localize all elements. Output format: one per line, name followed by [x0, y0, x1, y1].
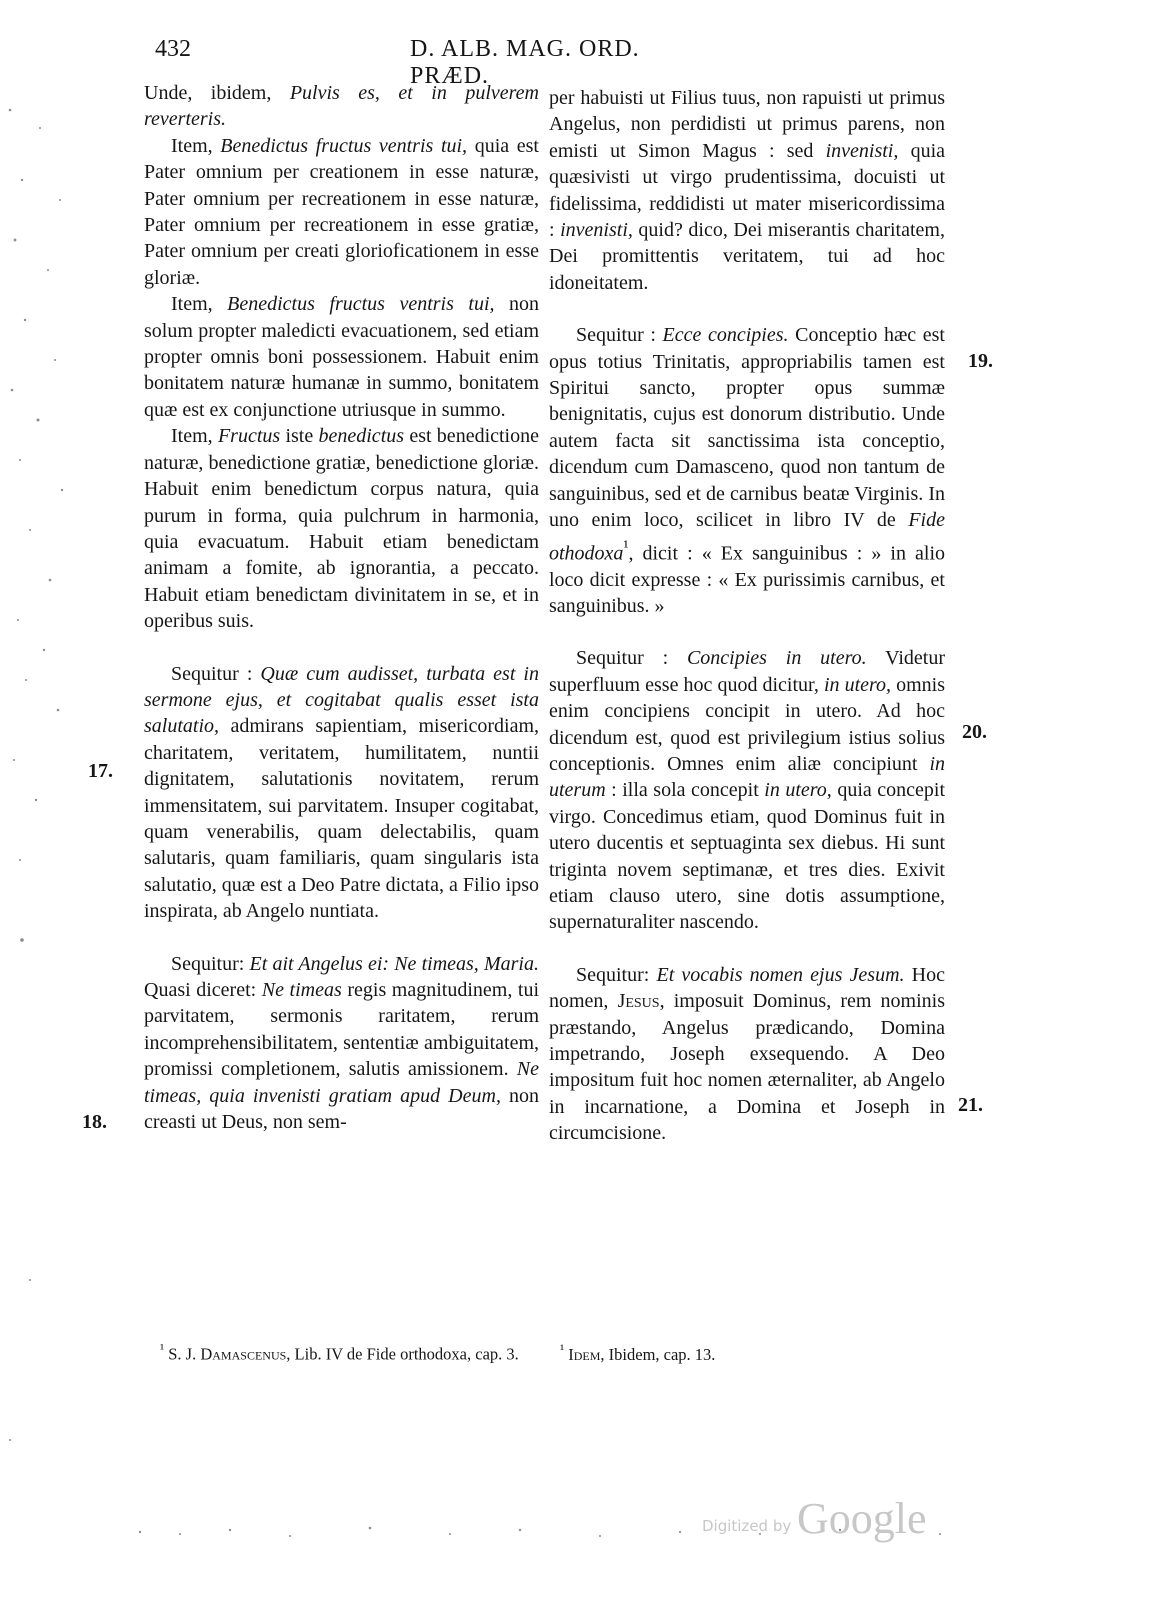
left-column [144, 80, 539, 1135]
right-paragraph-1: per habuisti ut Filius tuus, non rapuisti ut primus Angelus, non perdidisti ut primus parens, non emisti ut Simon Magus : sed invenisti, quia quæsivisti ut virgo prudentissima, docuisti ut fidelissima, reddidisti ut mater misericordissima : invenisti, quid? dico, Dei miserantis charitatem, Dei promittentis veritatem, tui ad hoc idoneitatem. [549, 87, 946, 294]
page-number: 432 [155, 36, 191, 62]
digitized-watermark [702, 1493, 962, 1553]
left-paragraph-4: Item, Fructus iste benedictus est benedictione naturæ, benedictione gratiæ, benedictione gloriæ. Habuit enim benedictum corpus natura, quia purum in forma, quia pulchrum in harmonia, quia evacuatum. Habuit etiam benedictam animam a fomite, ab ignorantia, a peccato. Habuit etiam benedictam divinitatem in se, et in operibus suis. [144, 425, 539, 633]
footnote-right: $^{^1}$ Idem, Ibidem, cap. 13. [560, 1341, 716, 1364]
right-paragraph-4: Sequitur: Et vocabis nomen ejus Jesum. Hoc nomen, Jesus, imposuit Dominus, rem nominis præstando, Angelus prædicando, Domina impetrando, Joseph exsequendo. A Deo impositum fuit hoc nomen æternaliter, ab Angelo in incarnatione, a Domina et Joseph in circumcisione. [549, 963, 945, 1145]
right-paragraph-2: Sequitur : Ecce concipies. Conceptio hæc est opus totius Trinitatis, appropriabilis tamen est Spiritui sancto, propter opus summæ benignitatis, cujus est donorum distributio. Unde autem facta sit sanctissima ista conceptio, dicendum cum Damasceno, quod non tantum de sanguinibus, sed et de carnibus beatæ Virginis. In uno enim loco, scilicet in libro IV de Fide othodoxa$^{^1}$, dicit : « Ex sanguinibus : » in alio loco dicit expresse : « Ex purissimis carnibus, et sanguinibus. » [549, 324, 945, 617]
left-paragraph-3: Item, Benedictus fructus ventris tui, non solum propter maledicti evacuationem, sed etiam propter omnis boni possessionem. Habuit enim bonitatem naturæ humanæ in summo, bonitatem quæ est ex conjunctione utriusque in summo. [144, 293, 539, 421]
left-paragraph-2: Item, Benedictus fructus ventris tui, quia est Pater omnium per creationem in esse naturæ, Pater omnium per recreationem in esse naturæ, Pater omnium per recreationem in esse gratiæ, Pater omnium per creati glorioficationem in esse gloriæ. [144, 134, 539, 289]
margin-number-20: 20. [962, 721, 987, 743]
scan-noise-left [0, 60, 100, 1560]
margin-number-21: 21. [958, 1094, 983, 1116]
margin-number-17: 17. [88, 760, 113, 782]
right-paragraph-3: Sequitur : Concipies in utero. Videtur superfluum esse hoc quod dicitur, in utero, omnis enim concipiens concipit in utero. Ad hoc dicendum est, quod est privilegium istius solius conceptionis. Omnes enim aliæ concipiunt in uterum : illa sola concepit in utero, quia concepit virgo. Concedimus etiam, quod Dominus fuit in utero ducentis et septuaginta sex diebus. Hi sunt triginta novem septimanæ, et tres dies. Exivit etiam clauso utero, sine dotis assumptione, supernaturaliter nascendo. [549, 647, 946, 934]
running-head: D. ALB. MAG. ORD. PRÆD. [410, 36, 640, 89]
page-header [155, 36, 715, 89]
footnote-author: S. J. Damascenus [168, 1344, 287, 1364]
left-paragraph-5: Sequitur : Quæ cum audisset, turbata est in sermone ejus, et cogitabat qualis esset ista salutatio, admirans sapientiam, misericordiam, charitatem, veritatem, humilitatem, nuntii dignitatem, salutationis novitatem, rerum immensitatem, sui parvitatem. Insuper cogitabat, quam venerabilis, quam delectabilis, quam salutaris, quam familiaris, quam singularis ista salutatio, quæ est a Deo Patre dictata, a Filio ipso inspirata, ab Angelo nuntiata. [144, 662, 539, 923]
watermark-prefix: Digitized by [702, 1517, 792, 1535]
left-paragraph-6: Sequitur: Et ait Angelus ei: Ne timeas, Maria. Quasi diceret: Ne timeas regis magnitudinem, tui parvitatem, sermonis raritatem, rerum incomprehensibilitatem, sententiæ ambiguitatem, promissi completionem, salutis amissionem. Ne timeas, quia invenisti gratiam apud Deum, non creasti ut Deus, non sem- [144, 952, 540, 1134]
footnote-left: $^{^1}$ S. J. Damascenus, Lib. IV de Fide orthodoxa, cap. 3. [160, 1341, 519, 1364]
left-paragraph-1: Unde, ibidem, Pulvis es, et in pulverem reverteris. [144, 82, 539, 131]
footnote-author: Idem [568, 1344, 601, 1364]
footnote-ref: ¹ [623, 536, 629, 556]
margin-number-19: 19. [968, 350, 993, 372]
right-column [549, 85, 945, 1147]
margin-number-18: 18. [82, 1111, 107, 1133]
google-logo: Google [797, 1494, 927, 1543]
